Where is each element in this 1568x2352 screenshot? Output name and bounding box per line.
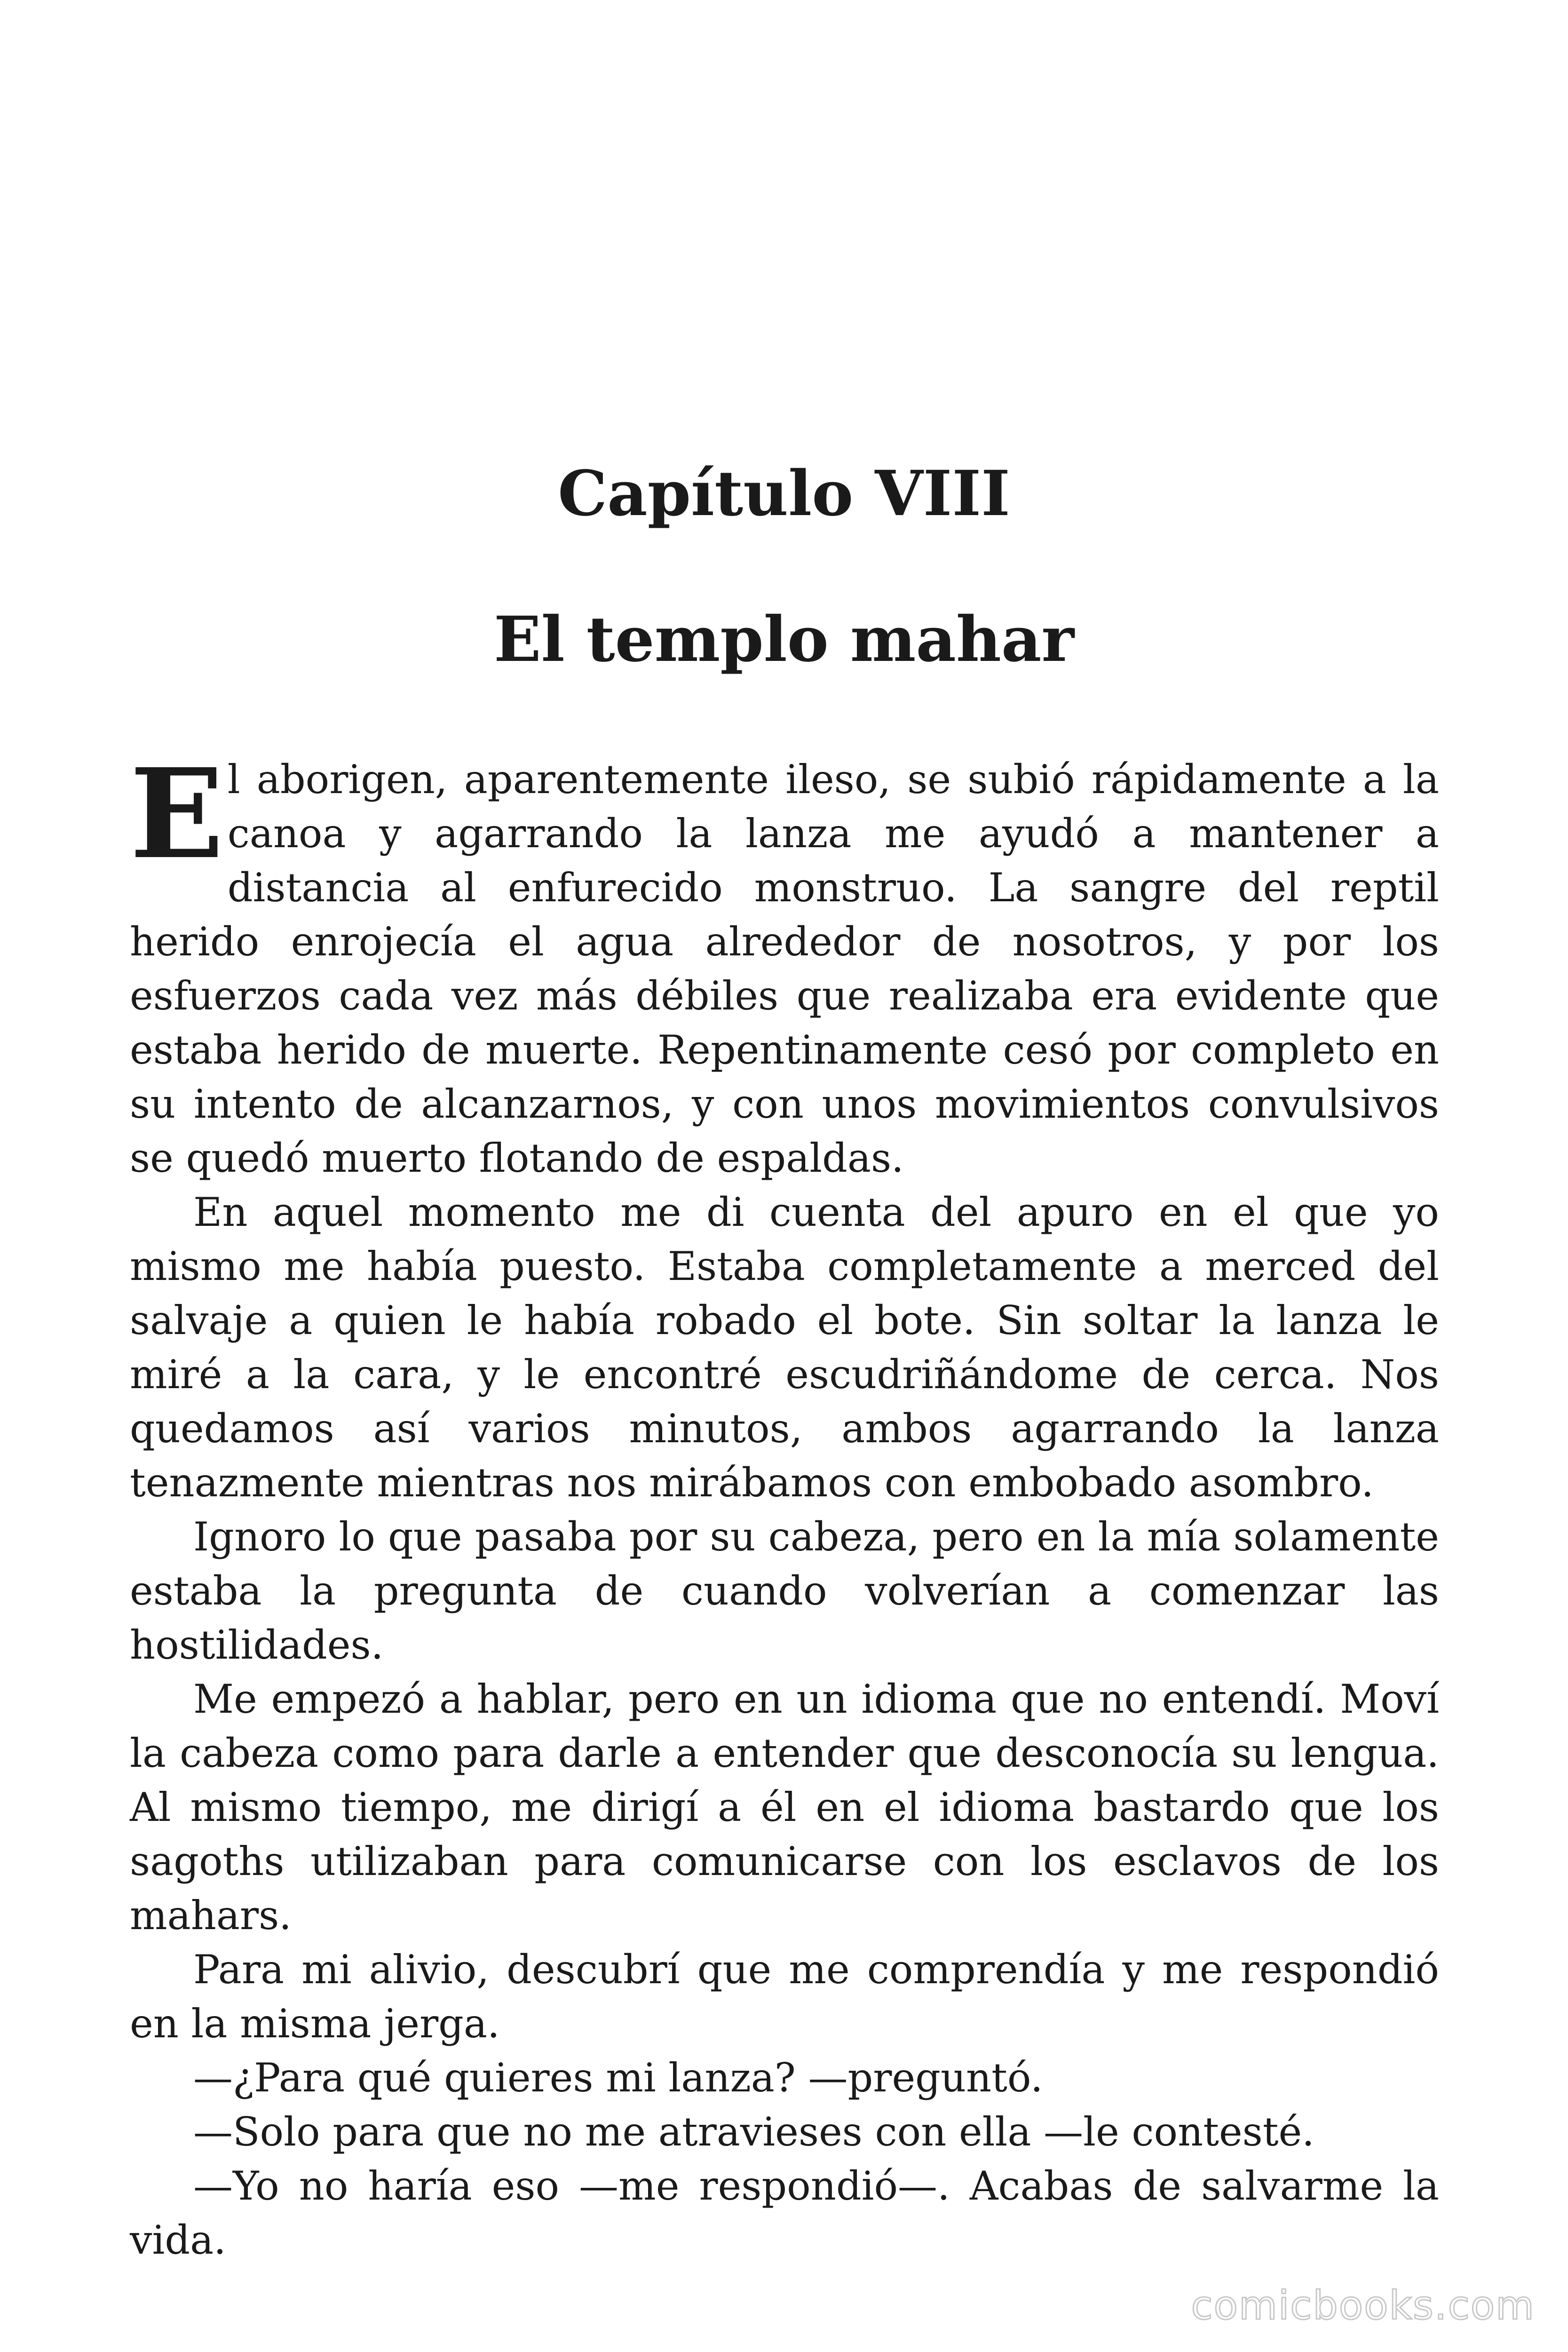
dialogue-line-2: —Solo para que no me atravieses con ella —le contesté. bbox=[193, 2109, 1315, 2155]
chapter-number: Capítulo VIII bbox=[558, 457, 1010, 530]
drop-cap: E bbox=[130, 741, 224, 886]
chapter-title: El templo mahar bbox=[493, 603, 1075, 676]
paragraph-1 bbox=[130, 741, 1439, 1185]
paragraph-3: Ignoro lo que pasaba por su cabeza, pero en la mía solamente estaba la pregunta de cuando volverían a comenzar las hostilidades. bbox=[130, 1514, 1439, 1668]
dialogue-line-1: —¿Para qué quieres mi lanza? —preguntó. bbox=[193, 2055, 1043, 2101]
chapter-body bbox=[130, 741, 1439, 2267]
dialogue-line-3: —Yo no haría eso —me respondió—. Acabas de salvarme la vida. bbox=[130, 2163, 1439, 2263]
watermark: comicbooks.com bbox=[1191, 2282, 1535, 2328]
paragraph-1-text: l aborigen, aparentemente ileso, se subió rápidamente a la canoa y agarrando la lanza me ayudó a mantener a distancia al enfurecido monstruo. La sangre del reptil herido enrojecía el agua alrededor de nosotros, y por los esfuerzos cada vez más débiles que realizaba era evidente que estaba herido de muerte. Repentinamente cesó por completo en su intento de alcanzarnos, y con unos movimientos convulsivos se quedó muerto flotando de espaldas. bbox=[130, 756, 1439, 1181]
paragraph-2: En aquel momento me di cuenta del apuro en el que yo mismo me había puesto. Estaba completamente a merced del salvaje a quien le había robado el bote. Sin soltar la lanza le miré a la cara, y le encontré escudriñándome de cerca. Nos quedamos así varios minutos, ambos agarrando la lanza tenazmente mientras nos mirábamos con embobado asombro. bbox=[130, 1189, 1439, 1506]
paragraph-4: Me empezó a hablar, pero en un idioma que no entendí. Moví la cabeza como para darle a entender que desconocía su lengua. Al mismo tiempo, me dirigí a él en el idioma bastardo que los sagoths utilizaban para comunicarse con los esclavos de los mahars. bbox=[130, 1676, 1439, 1939]
paragraph-5: Para mi alivio, descubrí que me comprendía y me respondió en la misma jerga. bbox=[130, 1947, 1439, 2047]
